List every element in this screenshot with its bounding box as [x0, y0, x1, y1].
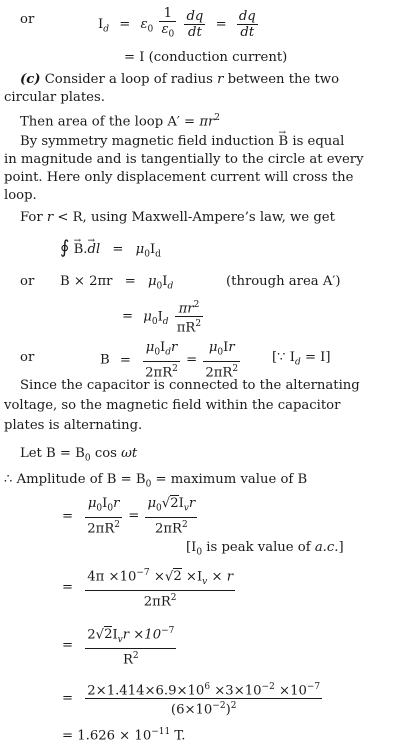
or-label-3: or — [20, 350, 35, 365]
or-label: or — [20, 12, 35, 27]
area-line: Then area of the loop $A' = \pi r^2$ — [20, 113, 221, 130]
line-id-definition — [20, 12, 34, 28]
or-label-2: or — [20, 274, 35, 289]
symmetry-line4: loop. — [4, 188, 37, 203]
eq-area-ratio: = $\mu_0I_d$ $\frac{\pi r^2}{\pi R^2}$ — [122, 300, 202, 336]
let-line: Let $B = B_0$ cos ωt — [20, 446, 138, 464]
symmetry-line3: point. Here only displacement current will cross the — [4, 170, 354, 185]
final-result: = $1.626 \times 10^{-11}$ T. — [62, 727, 186, 744]
peak-value-note: [$I_0$ is peak value of a.c.] — [186, 540, 344, 558]
eq-numeric: = $\frac{2\times 1.414\times 6.9\times 10^6 \times 3\times 10^{-2} \times 10^{-7}}{(6\times 10^{-2})^2}$ — [62, 682, 321, 718]
eq-substituted-2: = $2√2I_vr \times 10^{-7}$ $R^2$ — [62, 626, 175, 668]
eq-b-result: B = $\mu_0I_dr$ $2\pi R^2$ = $\frac{\mu_0Ir}{2\pi R^2}$ — [100, 340, 239, 381]
because-note: [∵ $I_d = I$] — [272, 350, 331, 368]
symmetry-line1: By symmetry magnetic field induction → B is equal — [20, 134, 344, 150]
amplitude-line: ∴ Amplitude of $B = B_0$ = maximum value of B — [4, 472, 308, 490]
capacitor-line3: plates is alternating. — [4, 418, 143, 433]
eq-peak-form: = $\frac{\mu_0I_0r}{2\pi R^2}$ = $\mu_0√2I_vr$ $2\pi R^2$ — [62, 496, 196, 537]
capacitor-line1: Since the capacitor is connected to the alternating — [20, 378, 360, 393]
part-c-line1: (c) Consider a loop of radius r between the two — [20, 72, 340, 87]
symmetry-line2: in magnitude and is tangentially to the circle at every — [4, 152, 364, 167]
conduction-current-line: = I (conduction current) — [124, 50, 288, 65]
capacitor-line2: voltage, so the magnetic field within the capacitor — [4, 398, 341, 413]
eq-substituted-1: = $\frac{4\pi \times 10^{-7} \times√2 \times I_v \times r}{2\pi R^2}$ — [62, 568, 234, 610]
maxwell-line: For r < R, using Maxwell-Ampere’s law, we get — [20, 210, 335, 225]
part-c-line2: circular plates. — [4, 90, 105, 105]
through-area-note: (through area A′) — [226, 274, 341, 289]
eq-b-times-2pir: $B \times 2\pi r = \mu_0I_d$ — [60, 274, 174, 292]
eq-closed-integral: ∮ → B.→ dl = $\mu_0I_d$ — [60, 240, 161, 263]
id-equation: $I_d = \varepsilon_0$ $\frac{1}{\varepsilon_0}$ $\frac{dq}{dt}$ = $\frac{dq}{dt}$ — [98, 6, 256, 40]
